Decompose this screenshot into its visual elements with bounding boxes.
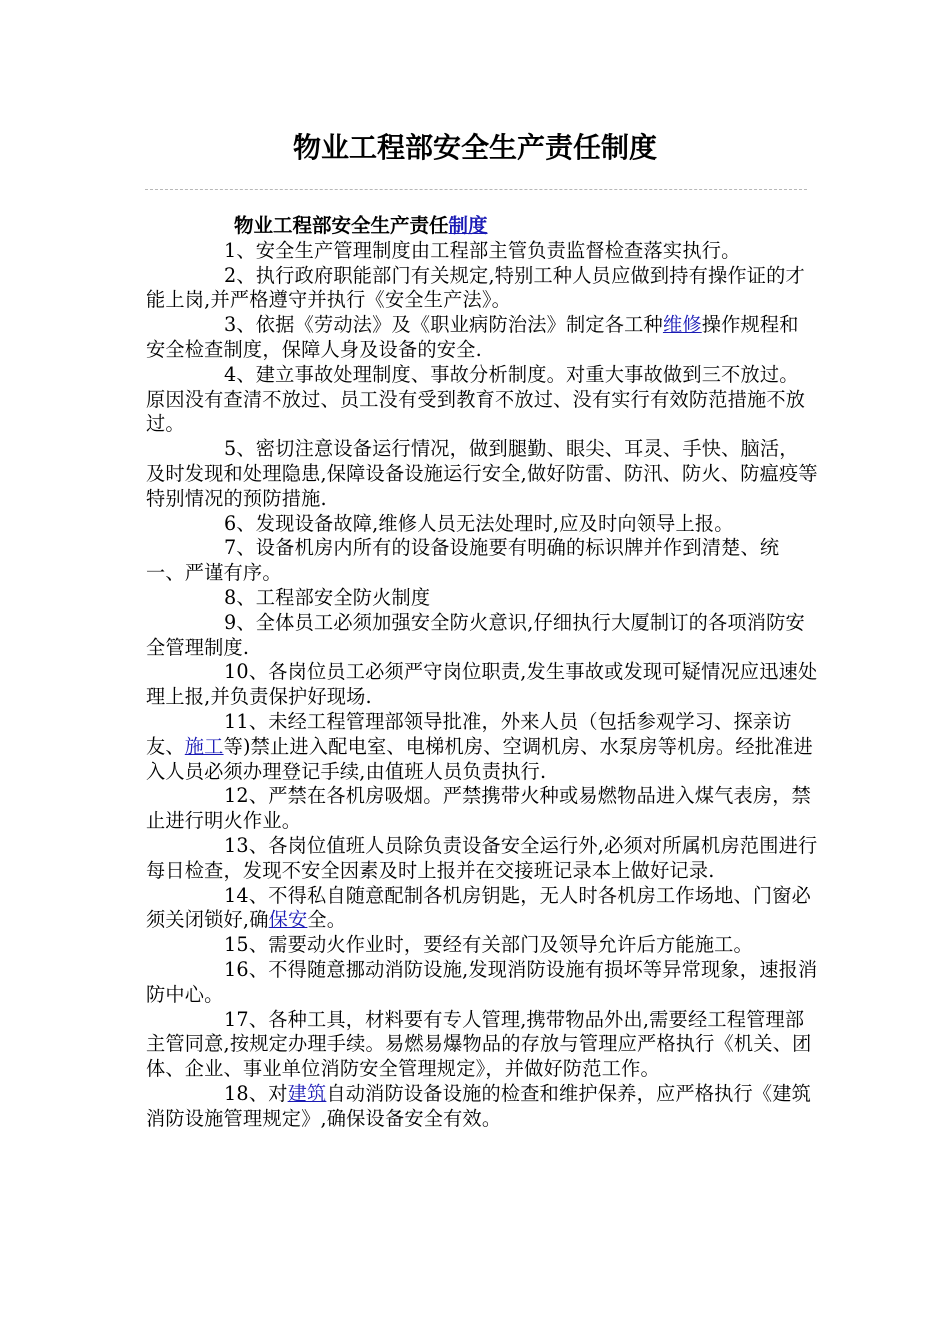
rule-text: 10、各岗位员工必须严守岗位职责,发生事故或发现可疑情况应迅速处理上报,并负责保护好现场.: [146, 660, 818, 709]
rule-paragraph: [146, 611, 818, 661]
rule-text: 16、不得随意挪动消防设施,发现消防设施有损坏等异常现象，速报消防中心。: [146, 957, 818, 1006]
rule-text: 9、全体员工必须加强安全防火意识,仔细执行大厦制订的各项消防安全管理制度.: [146, 610, 805, 659]
rule-text: 6、发现设备故障,维修人员无法处理时,应及时向领导上报。: [224, 511, 734, 535]
rule-text: 13、各岗位值班人员除负责设备安全运行外,必须对所属机房范围进行每日检查，发现不安全因素及时上报并在交接班记录本上做好记录.: [146, 833, 818, 882]
rule-link[interactable]: 施工: [184, 734, 224, 758]
subtitle-text: 物业工程部安全生产责任: [234, 214, 449, 237]
rule-text: 17、各种工具，材料要有专人管理,携带物品外出,需要经工程管理部主管同意,按规定办理手续。易燃易爆物品的存放与管理应严格执行《机关、团体、企业、事业单位消防安全管理规定》，并做好防范工作。: [146, 1007, 812, 1081]
rule-paragraph: [146, 660, 818, 710]
rule-paragraph: [146, 586, 818, 611]
rule-paragraph: [146, 834, 818, 884]
rule-text: 5、密切注意设备运行情况，做到腿勤、眼尖、耳灵、手快、脑活，及时发现和处理隐患,保障设备设施运行安全,做好防雷、防汛、防火、防瘟疫等特别情况的预防措施.: [146, 437, 818, 510]
rule-paragraph: [146, 363, 818, 437]
rule-paragraph: [146, 933, 818, 958]
rule-paragraph: [146, 1008, 818, 1082]
rule-text-continued: 等)禁止进入配电室、电梯机房、空调机房、水泵房等机房。经批准进入人员必须办理登记手续,由值班人员负责执行.: [146, 734, 813, 783]
document-body: [146, 214, 818, 1131]
rule-paragraph: [146, 536, 818, 586]
rule-paragraph: [146, 958, 818, 1008]
rule-paragraph: [146, 313, 818, 363]
rule-paragraph: [146, 784, 818, 834]
rule-text: 2、执行政府职能部门有关规定,特别工种人员应做到持有操作证的才能上岗,并严格遵守并执行《安全生产法》。: [146, 263, 805, 312]
section-subtitle: [146, 214, 818, 239]
rules-list: [146, 239, 818, 1132]
rule-paragraph: [146, 512, 818, 537]
rule-text: 11、未经工程管理部领导批准，外来人员（包括参观学习、探亲访友、: [146, 709, 792, 758]
rule-text: 18、对: [224, 1081, 288, 1105]
rule-text-continued: 自动消防设备设施的检查和维护保养，应严格执行《建筑消防设施管理规定》,确保设备安全有效。: [146, 1081, 812, 1130]
rule-text: 7、设备机房内所有的设备设施要有明确的标识牌并作到清楚、统一、严谨有序。: [146, 536, 780, 585]
rule-text: 14、不得私自随意配制各机房钥匙，无人时各机房工作场地、门窗必须关闭锁好,确: [146, 883, 812, 932]
rule-text: 15、需要动火作业时，要经有关部门及领导允许后方能施工。: [224, 933, 753, 957]
rule-text: 1、安全生产管理制度由工程部主管负责监督检查落实执行。: [224, 238, 741, 262]
rule-text-continued: 操作规程和安全检查制度，保障人身及设备的安全.: [146, 313, 799, 361]
title-divider: [145, 189, 807, 190]
rule-text-continued: 全。: [307, 908, 347, 932]
rule-paragraph: [146, 239, 818, 264]
rule-paragraph: [146, 437, 818, 511]
rule-link[interactable]: 维修: [662, 313, 702, 337]
rule-paragraph: [146, 710, 818, 784]
page-title: 物业工程部安全生产责任制度: [292, 131, 657, 164]
rule-paragraph: [146, 1082, 818, 1132]
subtitle-link[interactable]: 制度: [448, 214, 488, 237]
rule-link[interactable]: 保安: [268, 908, 308, 932]
rule-paragraph: [146, 884, 818, 934]
rule-paragraph: [146, 264, 818, 314]
rule-text: 3、依据《劳动法》及《职业病防治法》制定各工种: [224, 313, 663, 337]
rule-text: 8、工程部安全防火制度: [224, 585, 431, 609]
rule-link[interactable]: 建筑: [287, 1081, 327, 1105]
rule-text: 12、严禁在各机房吸烟。严禁携带火种或易燃物品进入煤气表房，禁止进行明火作业。: [146, 784, 812, 833]
rule-text: 4、建立事故处理制度、事故分析制度。对重大事故做到三不放过。原因没有查清不放过、员工没有受到教育不放过、没有实行有效防范措施不放过。: [146, 362, 806, 436]
